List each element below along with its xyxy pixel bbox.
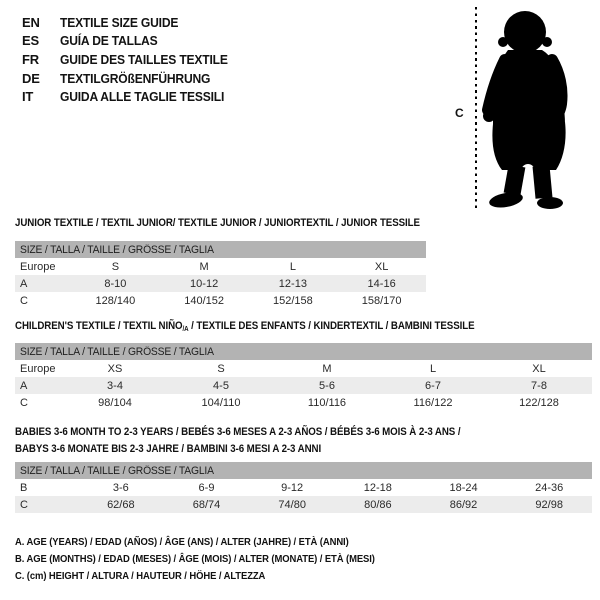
language-code: IT	[22, 89, 34, 105]
months-cell: 24-36	[535, 481, 564, 494]
table-row-months	[15, 479, 592, 496]
height-cell: 158/170	[361, 294, 402, 307]
age-cell: 7-8	[531, 379, 547, 392]
height-cell: 98/104	[98, 396, 132, 409]
language-code: DE	[22, 70, 40, 86]
height-cell: 152/158	[272, 294, 313, 307]
months-cell: 3-6	[112, 481, 129, 494]
table-row-europe	[15, 258, 426, 275]
size-cell: S	[111, 260, 120, 273]
language-row-it	[22, 87, 240, 106]
height-cell: 68/74	[192, 498, 221, 511]
age-cell: 8-10	[104, 277, 127, 290]
legend-line-b: B. AGE (MONTHS) / EDAD (MESES) / ÂGE (MOIS) / ALTER (MONATE) / ETÀ (MESI)	[15, 552, 375, 565]
months-cell: 6-9	[198, 481, 215, 494]
table-row-height	[15, 292, 426, 309]
babies-table-title: BABIES 3-6 MONTH TO 2-3 YEARS / BEBÉS 3-6 MESES A 2-3 AÑOS / BÉBÉS 3-6 MOIS À 2-3 ANS / BABYS 3-6 MONATE BIS 2-3 JAHRE / BAMBINI 3-6 MESI A 2-3 ANNI	[15, 425, 461, 455]
baby-silhouette-icon	[481, 8, 575, 210]
row-label: A	[20, 379, 28, 392]
height-cell: 140/152	[184, 294, 224, 307]
table-row-height	[15, 394, 592, 411]
language-title: GUÍA DE TALLAS	[60, 33, 158, 49]
height-cell: 80/86	[364, 498, 392, 511]
table-row-europe	[15, 360, 592, 377]
age-cell: 4-5	[213, 379, 229, 392]
size-cell: L	[429, 362, 437, 375]
row-label: C	[20, 396, 28, 409]
height-cell: 74/80	[278, 498, 306, 511]
height-cell: 122/128	[519, 396, 559, 409]
height-cell: 116/122	[413, 396, 453, 409]
height-cell: 128/140	[95, 294, 136, 307]
junior-table	[15, 241, 426, 309]
age-cell: 10-12	[190, 277, 219, 290]
junior-table-title: JUNIOR TEXTILE / TEXTIL JUNIOR/ TEXTILE JUNIOR / JUNIORTEXTIL / JUNIOR TESSILE	[15, 216, 420, 229]
language-row-de	[22, 69, 240, 88]
language-title: GUIDE DES TAILLES TEXTILE	[60, 51, 228, 67]
age-cell: 6-7	[425, 379, 441, 392]
months-cell: 9-12	[281, 481, 304, 494]
size-header-bar	[15, 241, 426, 258]
size-cell: XL	[374, 260, 389, 273]
language-code: EN	[22, 14, 40, 30]
row-label: Europe	[20, 260, 56, 273]
table-row-age	[15, 377, 592, 394]
size-cell: M	[199, 260, 209, 273]
age-cell: 12-13	[278, 277, 307, 290]
legend-line-c: C. (cm) HEIGHT / ALTURA / HAUTEUR / HÖHE / ALTEZZA	[15, 569, 266, 582]
babies-table	[15, 462, 592, 513]
row-label: B	[20, 481, 28, 494]
legend	[15, 533, 415, 585]
height-cell: 104/110	[201, 396, 241, 409]
language-code: ES	[22, 33, 39, 49]
language-title: TEXTILGRÖßENFÜHRUNG	[60, 70, 211, 86]
language-title: TEXTILE SIZE GUIDE	[60, 14, 179, 30]
size-header-bar	[15, 462, 592, 479]
height-measure-label: C	[455, 106, 464, 120]
row-label: C	[20, 294, 28, 307]
size-cell: XS	[107, 362, 123, 375]
age-cell: 14-16	[367, 277, 396, 290]
language-row-fr	[22, 50, 240, 69]
height-cell: 92/98	[535, 498, 563, 511]
size-header-bar	[15, 343, 592, 360]
height-measure-line	[475, 7, 477, 210]
size-header-label: SIZE / TALLA / TAILLE / GRÖSSE / TAGLIA	[20, 345, 214, 358]
age-cell: 3-4	[107, 379, 123, 392]
size-cell: L	[289, 260, 296, 273]
age-cell: 5-6	[319, 379, 335, 392]
language-header	[22, 13, 240, 106]
height-cell: 62/68	[107, 498, 135, 511]
size-cell: S	[217, 362, 225, 375]
children-table-title: CHILDREN'S TEXTILE / TEXTIL $NIÑO_{/A}$ / TEXTILE DES ENFANTS / KINDERTEXTIL / BAMBINI TESSILE	[15, 319, 475, 333]
months-cell: 12-18	[363, 481, 392, 494]
months-cell: 18-24	[449, 481, 478, 494]
table-row-age	[15, 275, 426, 292]
language-row-es	[22, 32, 240, 51]
height-cell: 110/116	[307, 396, 347, 409]
row-label: A	[20, 277, 28, 290]
legend-line-a: A. AGE (YEARS) / EDAD (AÑOS) / ÂGE (ANS) / ALTER (JAHRE) / ETÀ (ANNI)	[15, 535, 349, 548]
row-label: Europe	[20, 362, 56, 375]
language-row-en	[22, 13, 240, 32]
height-cell: 86/92	[449, 498, 478, 511]
size-cell: M	[322, 362, 332, 375]
row-label: C	[20, 498, 28, 511]
children-table	[15, 343, 592, 411]
size-header-label: SIZE / TALLA / TAILLE / GRÖSSE / TAGLIA	[20, 464, 214, 477]
table-row-height	[15, 496, 592, 513]
language-title: GUIDA ALLE TAGLIE TESSILI	[60, 89, 225, 105]
size-header-label: SIZE / TALLA / TAILLE / GRÖSSE / TAGLIA	[20, 243, 214, 256]
language-code: FR	[22, 51, 39, 67]
size-cell: XL	[532, 362, 546, 375]
